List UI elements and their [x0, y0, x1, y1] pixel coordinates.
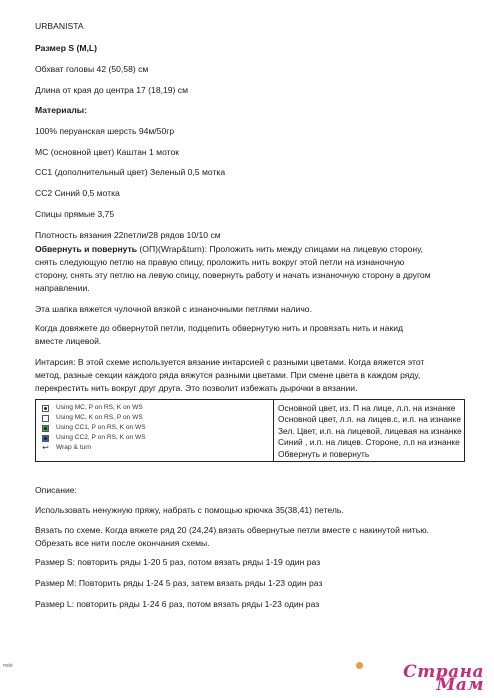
material-item: CC2 Синий 0,5 мотка: [35, 188, 120, 198]
material-item: Плотность вязания 22петли/28 рядов 10/10 см: [35, 230, 221, 240]
legend-table: [35, 399, 465, 462]
logo-dot-icon: [356, 662, 363, 669]
description-heading: Описание:: [35, 485, 77, 495]
legend-translation: Основной цвет, из. П на лице, л.п. на изнанке: [278, 403, 456, 413]
paragraph-line: Когда довяжете до обвернутой петли, подцепить обвернутую нить и провязать нить и накид: [35, 323, 404, 333]
legend-row: Using CC2, P on RS, K on WS: [42, 433, 273, 443]
legend-translation: Зел. Цвет, и.п. на лицевой, лицевая на изнанке: [278, 425, 462, 436]
size-s-instruction: Размер S: повторить ряды 1-20 5 раз, потом вязать ряды 1-19 один раз: [35, 557, 321, 567]
wrapped-stitch-paragraph: [35, 322, 465, 348]
knit-mc-swatch-icon: [42, 415, 49, 422]
wrap-turn-label: Обвернуть и повернуть: [35, 244, 138, 254]
legend-row: Using CC1, P on RS, K on WS: [42, 423, 273, 433]
materials-heading: Материалы:: [35, 105, 88, 115]
legend-translation: Синий , и.п. на лицев. Стороне, л.п на изнанке: [278, 437, 460, 448]
legend-row: Using MC, K on RS, P on WS: [42, 413, 273, 423]
paragraph-line: Интарсия: В этой схеме используется вязание интарсией с разными цветами. Когда вяжется этот: [35, 357, 425, 367]
material-item: 100% перуанская шерсть 94м/50гр: [35, 126, 175, 136]
wrap-turn-arrow-icon: ↩: [42, 443, 49, 452]
legend-translation: Обвернуть и повернуть: [278, 448, 370, 459]
wrap-turn-line: (ОП)(Wrap&turn): Проложить нить между спицами на лицевую сторону,: [139, 244, 423, 254]
hat-length: Длина от края до центра 17 (18,19) см: [35, 85, 189, 95]
paragraph-line: вместе лицевой.: [35, 336, 102, 346]
size-m-instruction: Размер М: Повторить ряды 1-24 5 раз, затем вязать ряды 1-23 один раз: [35, 578, 323, 588]
legend-row: Using MC, P on RS, K on WS: [42, 403, 273, 413]
size-l-instruction: Размер L: повторить ряды 1-24 6 раз, потом вязать ряды 1-23 один раз: [35, 599, 320, 609]
intarsia-paragraph: [35, 356, 465, 395]
purl-mc-swatch-icon: [42, 405, 49, 412]
material-item: MC (основной цвет) Каштан 1 моток: [35, 147, 180, 157]
legend-english: [36, 400, 274, 461]
head-circumference: Обхват головы 42 (50,58) см: [35, 64, 149, 74]
page-mark: mde: [3, 663, 13, 669]
legend-row: ↩ Wrap & turn: [42, 443, 92, 452]
document-title: URBANISTA: [35, 21, 84, 31]
paragraph-line: метод, разные секции каждого ряда вяжутся разными цветами. При смене цвета в каждом ряду,: [35, 370, 421, 380]
stockinette-paragraph: Эта шапка вяжется чулочной вязкой с изнаночными петлями наличо.: [35, 304, 312, 314]
chart-paragraph: [35, 524, 465, 550]
paragraph-line: перекрестить нить вокруг друг друга. Это позволит избежать дырочки в вязании.: [35, 383, 358, 393]
material-item: CC1 (дополнительный цвет) Зеленый 0,5 мотка: [35, 167, 226, 177]
size-heading: Размер S (M,L): [35, 43, 97, 53]
site-watermark-logo: Страна Мам: [354, 666, 484, 692]
material-item: Спицы прямые 3,75: [35, 209, 115, 219]
cast-on-paragraph: Использовать ненужную пряжу, набрать с помощью крючка 35(38,41) петель.: [35, 505, 344, 515]
purl-cc2-swatch-icon: [42, 435, 49, 442]
paragraph-line: Вязать по схеме. Когда вяжете ряд 20 (24,24) вязать обвернутые петли вместе с накинутой нитью.: [35, 525, 430, 535]
legend-russian: [274, 400, 464, 461]
paragraph-line: Обрезать все нити после окончания схемы.: [35, 538, 210, 548]
wrap-turn-paragraph: [35, 243, 465, 295]
wrap-turn-line: направлении.: [35, 283, 90, 293]
purl-cc1-swatch-icon: [42, 425, 49, 432]
wrap-turn-line: снять следующую петлю на правую спицу, проложить нить вокруг этой петли на изнаночную: [35, 257, 405, 267]
legend-translation: Основной цвет, л.п. на лицев.с, и.п. на изнанке: [278, 414, 462, 425]
wrap-turn-line: сторону, снять эту петлю на левую спицу, повернуть работу и начать изнаночную сторону в другом: [35, 270, 431, 280]
